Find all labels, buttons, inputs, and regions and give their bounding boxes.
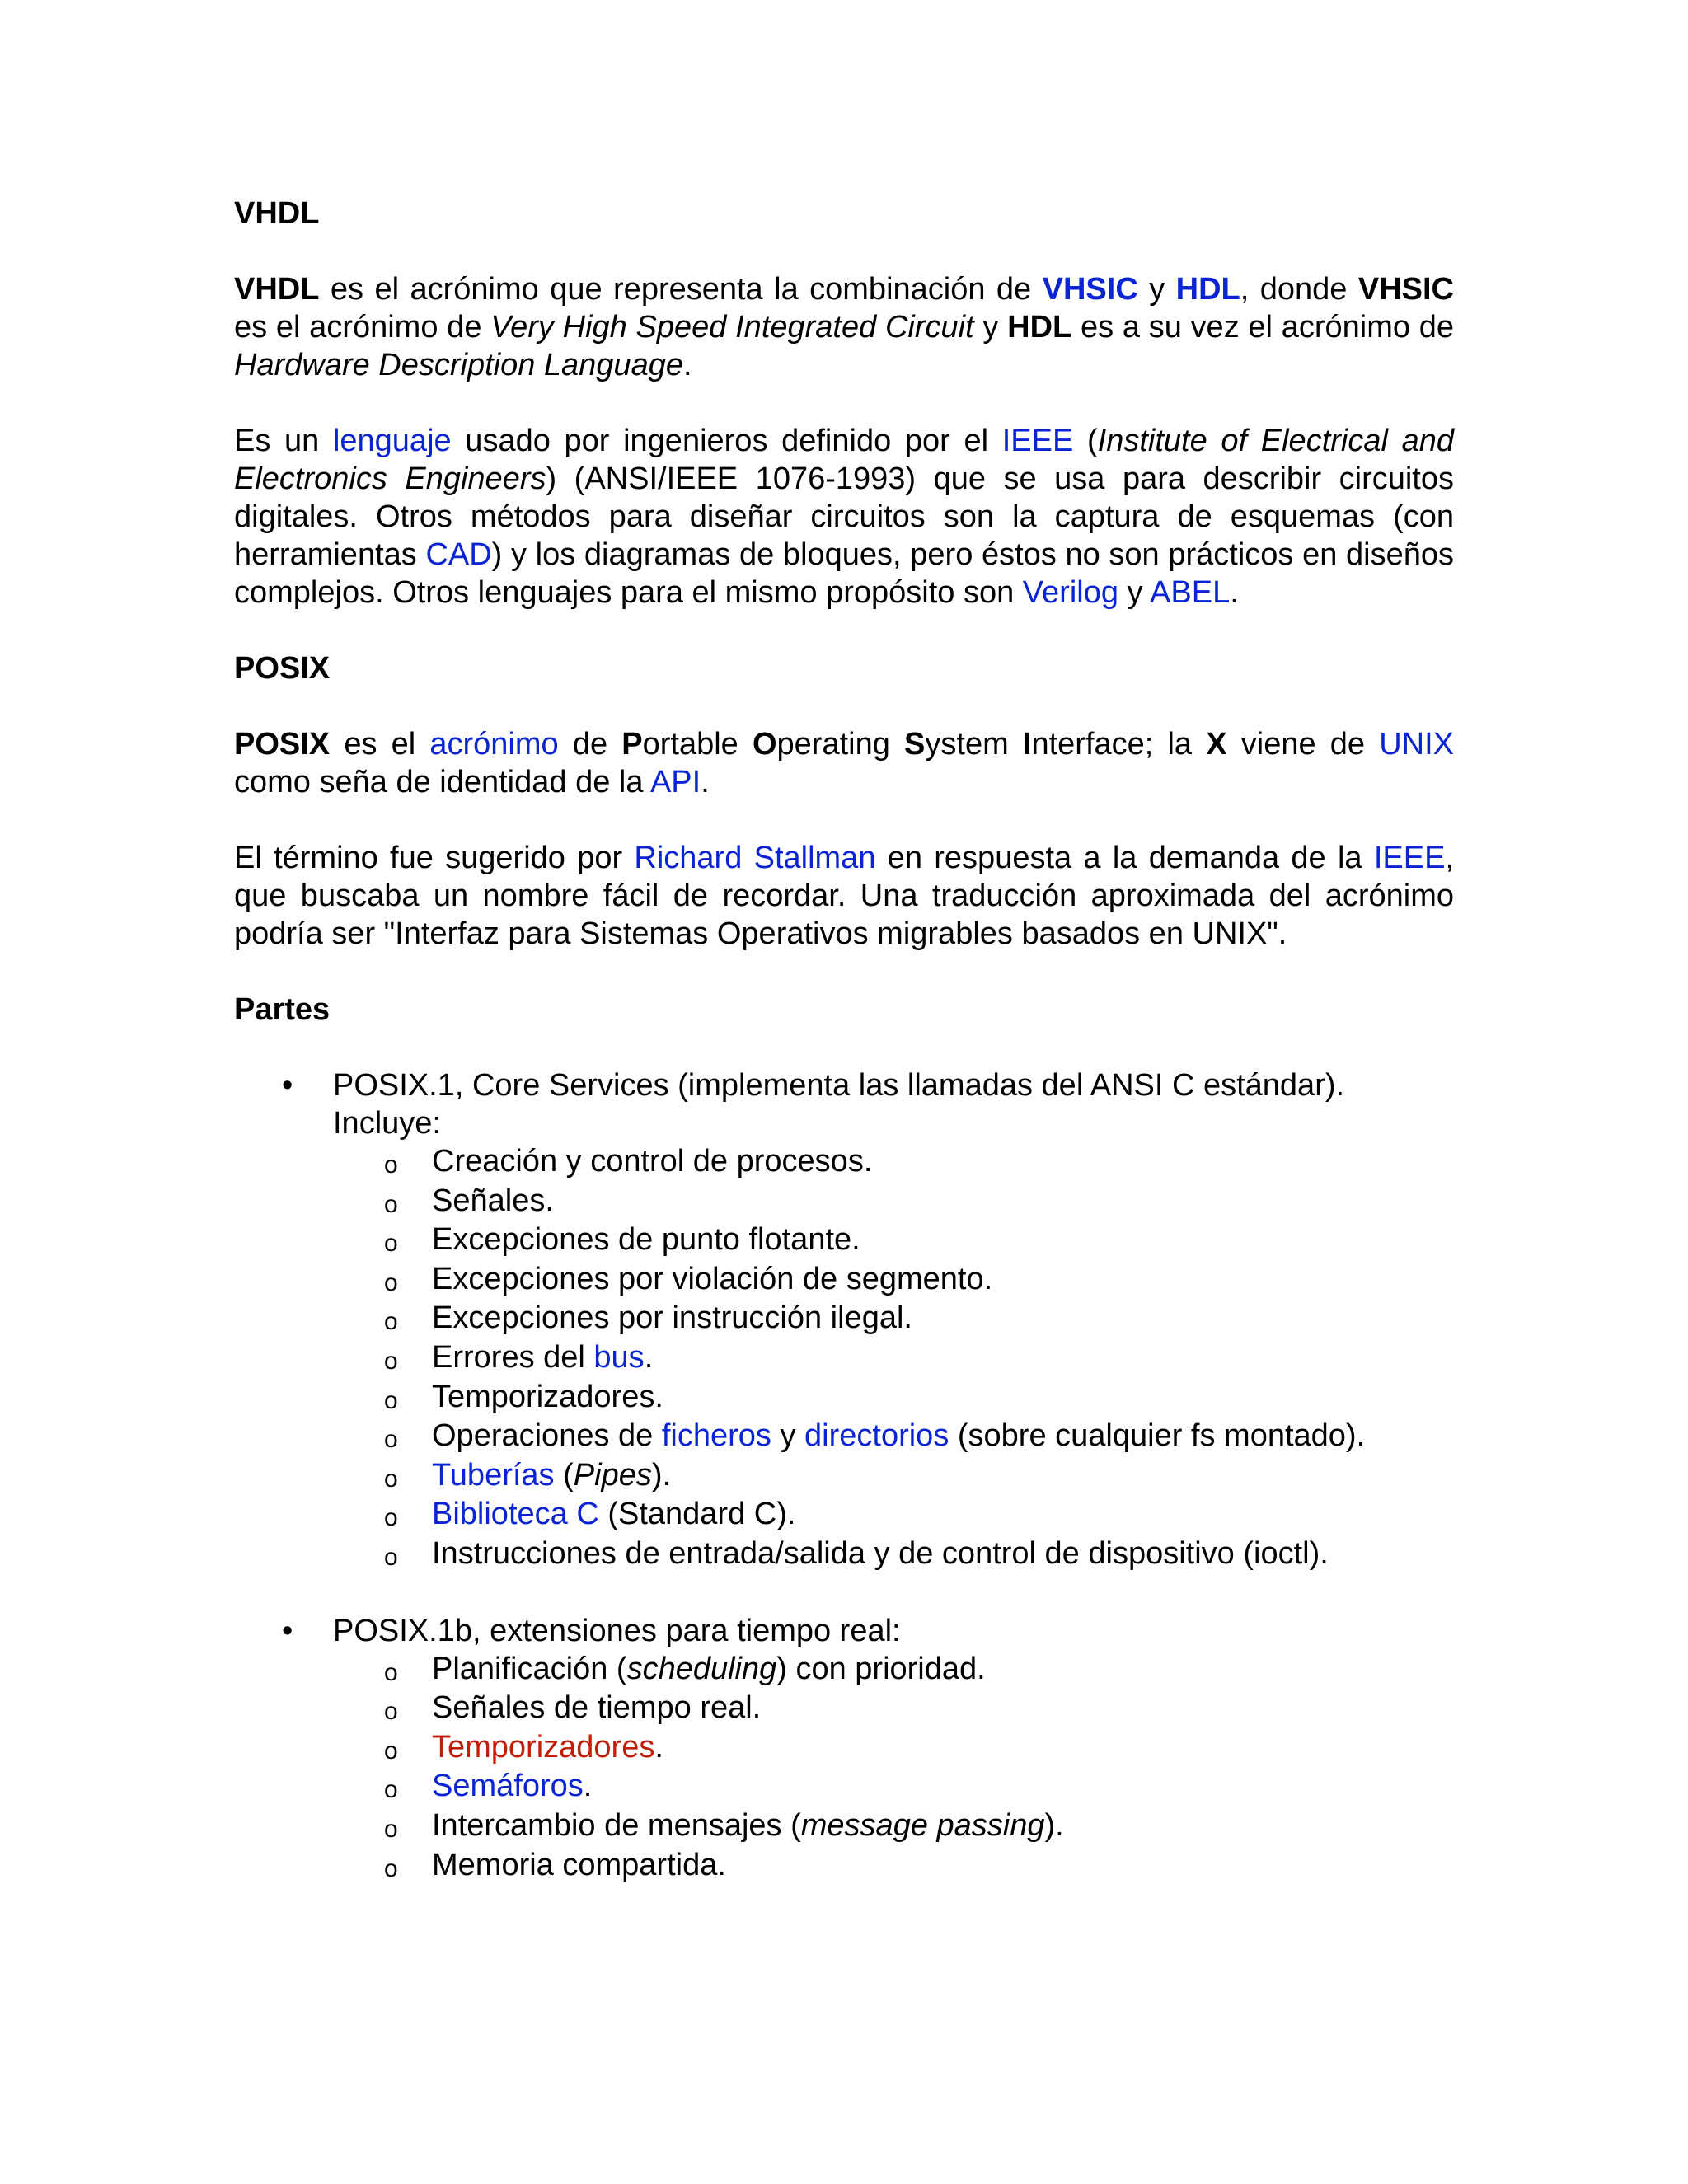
text: perating xyxy=(776,727,905,762)
sublist-item xyxy=(384,1650,1454,1690)
text: y xyxy=(973,310,1008,344)
link-ieee[interactable]: IEEE xyxy=(1001,424,1074,458)
link-ieee-2[interactable]: IEEE xyxy=(1373,841,1446,875)
term-scheduling: scheduling xyxy=(626,1651,777,1686)
bullet-icon: • xyxy=(282,1068,293,1103)
circle-bullet-icon: o xyxy=(384,1190,398,1218)
sublist-item xyxy=(384,1338,1454,1378)
text: Operaciones de xyxy=(432,1418,662,1454)
circle-bullet-icon: o xyxy=(384,1543,398,1571)
text: . xyxy=(644,1339,654,1375)
link-biblioteca-c[interactable]: Biblioteca C xyxy=(432,1497,599,1532)
link-vhsic[interactable]: VHSIC xyxy=(1042,272,1138,307)
link-cad[interactable]: CAD xyxy=(425,537,492,572)
sublist-item xyxy=(384,1767,1454,1807)
text: ortable xyxy=(642,727,753,762)
link-temporizadores[interactable]: Temporizadores xyxy=(432,1729,655,1765)
link-unix[interactable]: UNIX xyxy=(1379,727,1454,762)
text: y xyxy=(771,1418,805,1454)
text: y xyxy=(1137,272,1176,307)
text: . xyxy=(683,348,692,382)
text: ) con prioridad. xyxy=(776,1651,986,1686)
term-vhsic: VHSIC xyxy=(1357,272,1454,307)
sublist-item xyxy=(384,1299,1454,1338)
letter-s: S xyxy=(904,727,926,762)
link-ficheros[interactable]: ficheros xyxy=(661,1418,771,1454)
sublist-item xyxy=(384,1495,1454,1535)
letter-p: P xyxy=(621,727,643,762)
sublist-item xyxy=(384,1728,1454,1768)
text: ) (ANSI/IEEE 1076-1993) que se usa para describir circuitos digitales. Otros métodos para diseñar circuitos son la captura de esquemas (con herramientas xyxy=(234,462,1455,572)
text: El término fue sugerido por xyxy=(234,841,635,875)
link-api[interactable]: API xyxy=(649,765,701,799)
sublist-item xyxy=(384,1535,1454,1574)
term-hdl: HDL xyxy=(1007,310,1072,344)
text: (sobre cualquier fs montado). xyxy=(949,1418,1366,1454)
text: Intercambio de mensajes ( xyxy=(432,1807,801,1843)
vhdl-paragraph-2 xyxy=(234,422,1454,612)
circle-bullet-icon: o xyxy=(384,1426,398,1454)
term-posix: POSIX xyxy=(234,727,331,762)
link-acronimo[interactable]: acrónimo xyxy=(429,727,559,762)
circle-bullet-icon: o xyxy=(384,1386,398,1414)
text: ). xyxy=(1044,1807,1064,1843)
list-item-posix-1 xyxy=(282,1066,1454,1574)
heading-vhdl: VHDL xyxy=(234,196,320,231)
text: es el acrónimo de xyxy=(234,310,491,344)
circle-bullet-icon: o xyxy=(384,1347,398,1375)
circle-bullet-icon: o xyxy=(384,1308,398,1336)
list-item-posix-1b xyxy=(282,1612,1454,1886)
link-directorios[interactable]: directorios xyxy=(804,1418,950,1454)
sublist-item xyxy=(384,1182,1454,1221)
text: Excepciones por instrucción ilegal. xyxy=(432,1301,912,1336)
sublist-item xyxy=(384,1417,1454,1456)
circle-bullet-icon: o xyxy=(384,1230,398,1258)
text: Errores del xyxy=(432,1339,594,1375)
text: ) y los diagramas de bloques, pero éstos no son prácticos en diseños complejos. Otros lenguajes para el mismo propósito son xyxy=(234,537,1454,610)
heading-posix: POSIX xyxy=(234,651,331,686)
link-richard-stallman[interactable]: Richard Stallman xyxy=(634,841,876,875)
text: en respuesta a la demanda de la xyxy=(875,841,1374,875)
sublist-item xyxy=(384,1689,1454,1728)
text: es el acrónimo que representa la combinación de xyxy=(319,272,1043,307)
list-item-label: POSIX.1b, extensiones para tiempo real: xyxy=(333,1613,901,1648)
text: . xyxy=(701,765,710,799)
text: Señales. xyxy=(432,1183,554,1218)
circle-bullet-icon: o xyxy=(384,1815,398,1843)
sublist-item xyxy=(384,1807,1454,1846)
list-item-label: POSIX.1, Core Services (implementa las llamadas del ANSI C estándar). Incluye: xyxy=(333,1068,1345,1141)
text: Creación y control de procesos. xyxy=(432,1144,873,1179)
sublist-item xyxy=(384,1221,1454,1260)
text: es el xyxy=(330,727,430,762)
circle-bullet-icon: o xyxy=(384,1465,398,1493)
circle-bullet-icon: o xyxy=(384,1854,398,1882)
sublist-item xyxy=(384,1846,1454,1886)
circle-bullet-icon: o xyxy=(384,1698,398,1726)
sublist-item xyxy=(384,1456,1454,1496)
text: . xyxy=(583,1769,593,1804)
text: Excepciones por violación de segmento. xyxy=(432,1261,993,1296)
text: es a su vez el acrónimo de xyxy=(1071,310,1455,344)
text: ). xyxy=(651,1457,672,1493)
link-verilog[interactable]: Verilog xyxy=(1022,575,1118,610)
term-vhsic-expansion: Very High Speed Integrated Circuit xyxy=(490,310,974,344)
term-vhdl: VHDL xyxy=(234,272,320,307)
term-message-passing: message passing xyxy=(800,1807,1045,1843)
link-abel[interactable]: ABEL xyxy=(1150,575,1231,610)
link-hdl[interactable]: HDL xyxy=(1175,272,1240,307)
letter-o: O xyxy=(752,727,777,762)
circle-bullet-icon: o xyxy=(384,1504,398,1532)
posix-paragraph-2 xyxy=(234,839,1454,953)
text: Memoria compartida. xyxy=(432,1847,726,1882)
text: de xyxy=(558,727,622,762)
bullet-icon: • xyxy=(282,1613,293,1648)
sublist-item xyxy=(384,1142,1454,1182)
circle-bullet-icon: o xyxy=(384,1151,398,1179)
text: Temporizadores. xyxy=(432,1379,663,1414)
text: . xyxy=(1230,575,1239,610)
letter-i: I xyxy=(1022,727,1032,762)
text: (Standard C). xyxy=(598,1497,796,1532)
sublist-item xyxy=(384,1378,1454,1418)
posix-paragraph-1 xyxy=(234,725,1454,801)
text: Señales de tiempo real. xyxy=(432,1690,762,1726)
link-tuberias[interactable]: Tuberías xyxy=(432,1457,555,1493)
text: Instrucciones de entrada/salida y de control de dispositivo (ioctl). xyxy=(432,1535,1329,1571)
circle-bullet-icon: o xyxy=(384,1658,398,1686)
sublist-item xyxy=(384,1260,1454,1300)
link-bus[interactable]: bus xyxy=(593,1339,645,1375)
sublist-posix-1 xyxy=(333,1142,1454,1574)
text: ( xyxy=(554,1457,574,1493)
term-pipes: Pipes xyxy=(573,1457,652,1493)
text: nterface; la xyxy=(1031,727,1207,762)
text: ( xyxy=(1073,424,1098,458)
term-ieee-expansion: Institute of Electrical and Electronics Engineers xyxy=(234,424,1454,496)
text: viene de xyxy=(1226,727,1380,762)
text: y xyxy=(1118,575,1151,610)
text: Es un xyxy=(234,424,333,458)
text: usado por ingenieros definido por el xyxy=(451,424,1002,458)
circle-bullet-icon: o xyxy=(384,1268,398,1296)
vhdl-paragraph-1 xyxy=(234,270,1454,384)
circle-bullet-icon: o xyxy=(384,1776,398,1804)
text: , que buscaba un nombre fácil de recordar. Una traducción aproximada del acrónimo podría ser "Interfaz para Sistemas Operativos migrables basados en UNIX". xyxy=(234,841,1454,951)
partes-list xyxy=(234,1066,1454,1885)
letter-x: X xyxy=(1206,727,1227,762)
sublist-posix-1b xyxy=(333,1650,1454,1886)
link-lenguaje[interactable]: lenguaje xyxy=(332,424,452,458)
term-hdl-expansion: Hardware Description Language xyxy=(234,348,683,382)
text: Excepciones de punto flotante. xyxy=(432,1222,860,1258)
link-semaforos[interactable]: Semáforos xyxy=(432,1769,584,1804)
heading-partes: Partes xyxy=(234,992,331,1027)
text: . xyxy=(654,1729,663,1765)
text: Planificación ( xyxy=(432,1651,627,1686)
text: , donde xyxy=(1240,272,1358,307)
circle-bullet-icon: o xyxy=(384,1736,398,1765)
text: ystem xyxy=(925,727,1023,762)
text: como seña de identidad de la xyxy=(234,765,650,799)
